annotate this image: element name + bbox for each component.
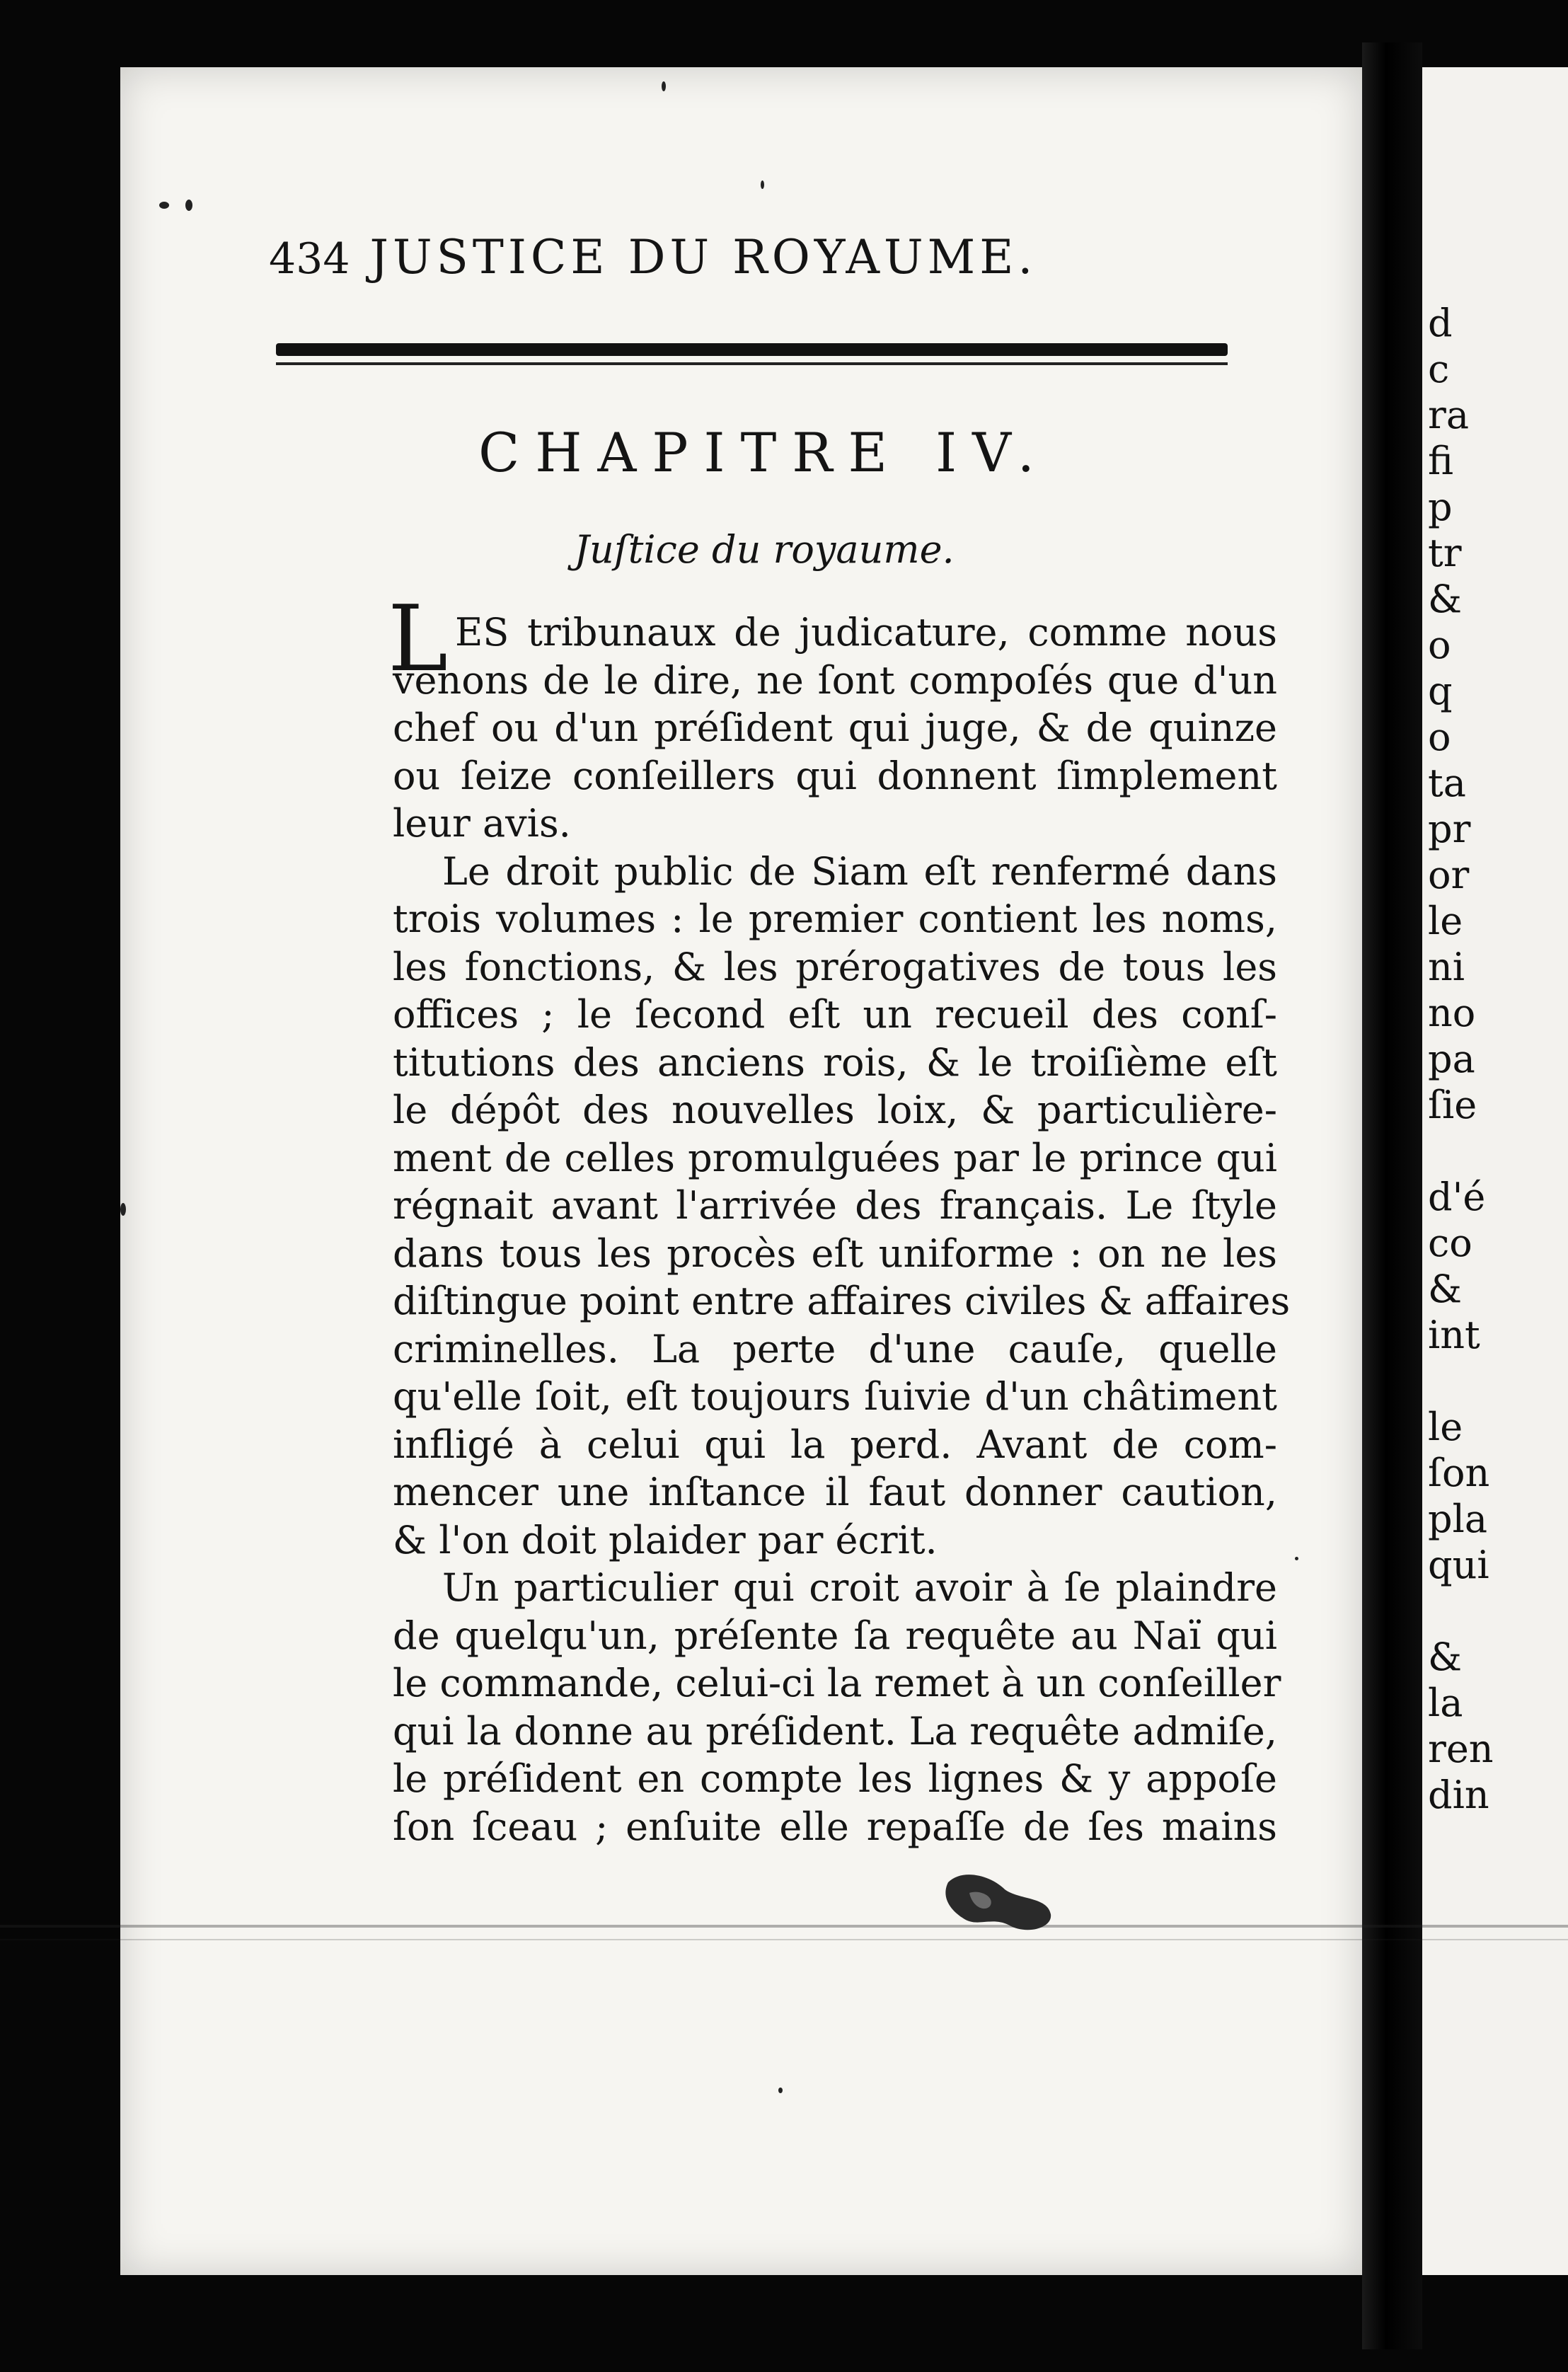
header-rule-thin xyxy=(276,362,1228,365)
paper-speck xyxy=(185,200,192,211)
text-line: Un particulier qui croit avoir à ſe plaindre xyxy=(442,1565,1277,1610)
facing-page-fragment: d'é xyxy=(1428,1175,1486,1219)
running-head-title: JUSTICE DU ROYAUME. xyxy=(369,230,1037,284)
text-line: chef ou d'un préſident qui juge, & de quinze xyxy=(393,706,1277,750)
book-gutter xyxy=(1362,42,1422,2349)
text-line: ou ſeize conſeillers qui donnent ſimplement xyxy=(393,753,1277,798)
body-text xyxy=(393,609,1291,1850)
text-line: le préſident en compte les lignes & y appoſe xyxy=(393,1756,1277,1801)
paper-speck xyxy=(761,180,764,189)
running-head xyxy=(269,230,1238,284)
text-line: titutions des anciens rois, & le troiſième eſt xyxy=(393,1040,1277,1085)
facing-page-fragment: qui xyxy=(1428,1543,1489,1587)
page-fold-line xyxy=(0,1925,1568,1928)
facing-page-fragment: o xyxy=(1428,623,1451,667)
text-line: infligé à celui qui la perd. Avant de com- xyxy=(393,1422,1277,1467)
text-line: & l'on doit plaider par écrit. xyxy=(393,1517,938,1562)
header-rule xyxy=(276,343,1228,356)
text-line: ment de celles promulguées par le prince qui xyxy=(393,1135,1277,1180)
facing-page-fragment: ſie xyxy=(1428,1083,1477,1127)
drop-cap: L xyxy=(388,587,448,692)
facing-page-fragment: & xyxy=(1428,1267,1463,1311)
paper-speck xyxy=(159,202,169,209)
facing-page-fragment: la xyxy=(1428,1681,1463,1725)
text-line: dans tous les procès eſt uniforme : on ne les xyxy=(393,1231,1277,1276)
page-fold-line-secondary xyxy=(0,1939,1568,1940)
facing-page-fragment: & xyxy=(1428,1635,1463,1679)
paper-speck xyxy=(662,81,666,91)
right-facing-page xyxy=(1422,67,1568,2275)
facing-page-fragment: pr xyxy=(1428,807,1471,851)
facing-page-fragment: tr xyxy=(1428,531,1462,575)
paper-speck xyxy=(1295,1557,1298,1560)
facing-page-fragment: pla xyxy=(1428,1497,1488,1541)
text-line: le commande, celui-ci la remet à un conſeiller xyxy=(393,1661,1281,1705)
paper-speck xyxy=(120,1203,126,1216)
text-line: diſtingue point entre affaires civiles & affaires xyxy=(393,1279,1291,1323)
facing-page-fragment: fi xyxy=(1428,439,1454,483)
text-line: régnait avant l'arrivée des français. Le ſtyle xyxy=(393,1183,1277,1228)
page-number: 434 xyxy=(269,234,350,284)
ink-blot-stain xyxy=(941,1868,1054,1935)
text-line: leur avis. xyxy=(393,801,571,846)
text-line: de quelqu'un, préſente ſa requête au Naï qui xyxy=(393,1613,1277,1658)
text-line: ſon ſceau ; enſuite elle repaſſe de ſes mains xyxy=(393,1804,1277,1849)
chapter-subtitle: Juſtice du royaume. xyxy=(574,527,955,572)
facing-page-fragment: co xyxy=(1428,1221,1472,1265)
facing-page-fragment: no xyxy=(1428,991,1476,1035)
facing-page-fragment: pa xyxy=(1428,1037,1475,1081)
text-line: les fonctions, & les prérogatives de tous les xyxy=(393,944,1277,989)
text-line: qu'elle ſoit, eſt toujours ſuivie d'un châtiment xyxy=(393,1374,1277,1419)
facing-page-fragment: din xyxy=(1428,1773,1489,1817)
facing-page-fragment: ra xyxy=(1428,393,1470,437)
text-line: offices ; le ſecond eſt un recueil des conſ- xyxy=(393,992,1277,1037)
paper-speck xyxy=(778,2088,783,2093)
facing-page-fragment: p xyxy=(1428,485,1453,529)
text-line: criminelles. La perte d'une cauſe, quelle xyxy=(393,1326,1277,1371)
facing-page-fragment: le xyxy=(1428,899,1463,943)
facing-page-fragment: ſon xyxy=(1428,1451,1490,1495)
text-line: le dépôt des nouvelles loix, & particulière- xyxy=(393,1088,1277,1132)
facing-page-fragment: ta xyxy=(1428,761,1466,805)
facing-page-fragment: ren xyxy=(1428,1727,1494,1771)
facing-page-fragment: & xyxy=(1428,577,1463,621)
facing-page-fragment: or xyxy=(1428,853,1470,897)
text-line: venons de le dire, ne ſont compoſés que d'un xyxy=(393,657,1277,703)
facing-page-fragment: d xyxy=(1428,301,1453,345)
facing-page-fragment: c xyxy=(1428,347,1450,391)
facing-page-fragment: o xyxy=(1428,715,1451,759)
text-line: ES tribunaux de judicature, comme nous xyxy=(455,610,1277,655)
text-line: mencer une inſtance il faut donner caution, xyxy=(393,1470,1277,1514)
facing-page-fragment: q xyxy=(1428,669,1453,713)
facing-page-fragment: int xyxy=(1428,1313,1480,1357)
facing-page-fragment: le xyxy=(1428,1405,1463,1449)
chapter-title: CHAPITRE IV. xyxy=(478,421,1050,484)
text-line: Le droit public de Siam eſt renfermé dans xyxy=(442,848,1277,894)
text-line: trois volumes : le premier contient les noms, xyxy=(393,897,1277,941)
text-line: qui la donne au préſident. La requête admiſe, xyxy=(393,1708,1277,1754)
facing-page-fragment: ni xyxy=(1428,945,1465,989)
